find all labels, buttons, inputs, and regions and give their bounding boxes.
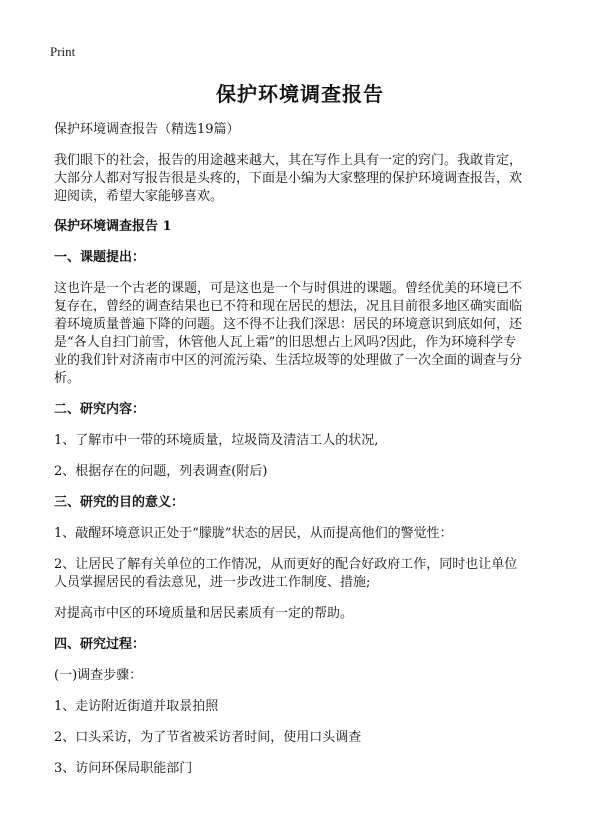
section2-heading: 二、研究内容：	[54, 402, 146, 417]
section1-heading: 一、课题提出：	[54, 250, 146, 265]
section1-line-3: 着环境质量普遍下降的问题。这不得不让我们深思：居民的环境意识到底如何，还	[54, 317, 523, 332]
section3-heading: 三、研究的目的意义：	[54, 495, 185, 510]
section1-line-5: 业的我们针对济南市中区的河流污染、生活垃圾等的处理做了一次全面的调查与分	[54, 353, 523, 368]
print-link[interactable]: Print	[50, 44, 76, 59]
section3-item-2-line-2: 人员掌握居民的看法意见，进一步改进工作制度、措施;	[54, 575, 371, 590]
section1-line-6: 析。	[54, 371, 81, 386]
section3-item-1: 1、敲醒环境意识正处于“朦胧”状态的居民，从而提高他们的警觉性：	[54, 526, 453, 541]
section2-item-2: 2、根据存在的问题，列表调查(附后)	[54, 464, 268, 479]
section2-item-1: 1、了解市中一带的环境质量，垃圾筒及清洁工人的状况,	[54, 433, 379, 448]
report-heading: 保护环境调查报告 1	[54, 219, 172, 234]
page-title: 保护环境调查报告	[216, 82, 384, 106]
intro-line-1: 我们眼下的社会，报告的用途越来越大，其在写作上具有一定的窍门。我敢肯定，	[54, 153, 523, 168]
intro-line-3: 迎阅读，希望大家能够喜欢。	[54, 189, 224, 204]
section1-line-2: 复存在，曾经的调查结果也已不符和现在居民的想法，况且目前很多地区确实面临	[54, 299, 523, 314]
document-subtitle: 保护环境调查报告（精选19篇）	[54, 122, 240, 137]
section1-line-4: 是“各人自扫门前雪，休管他人瓦上霜”的旧思想占上风吗?因此，作为环境科学专	[54, 335, 517, 350]
section4-subheading: (一)调查步骤：	[54, 668, 143, 683]
section3-item-2-line-1: 2、让居民了解有关单位的工作情况，从而更好的配合好政府工作，同时也让单位	[54, 557, 518, 572]
section4-item-1: 1、走访附近街道并取景拍照	[54, 699, 219, 714]
section1-line-1: 这也许是一个古老的课题，可是这也是一个与时俱进的课题。曾经优美的环境已不	[54, 281, 523, 296]
section4-heading: 四、研究过程：	[54, 637, 146, 652]
section4-item-3: 3、访问环保局职能部门	[54, 761, 193, 776]
section3-item-3: 对提高市中区的环境质量和居民素质有一定的帮助。	[54, 606, 354, 621]
section4-item-2: 2、口头采访，为了节省被采访者时间，使用口头调查	[54, 730, 362, 745]
intro-line-2: 大部分人都对写报告很是头疼的，下面是小编为大家整理的保护环境调查报告，欢	[54, 171, 523, 186]
